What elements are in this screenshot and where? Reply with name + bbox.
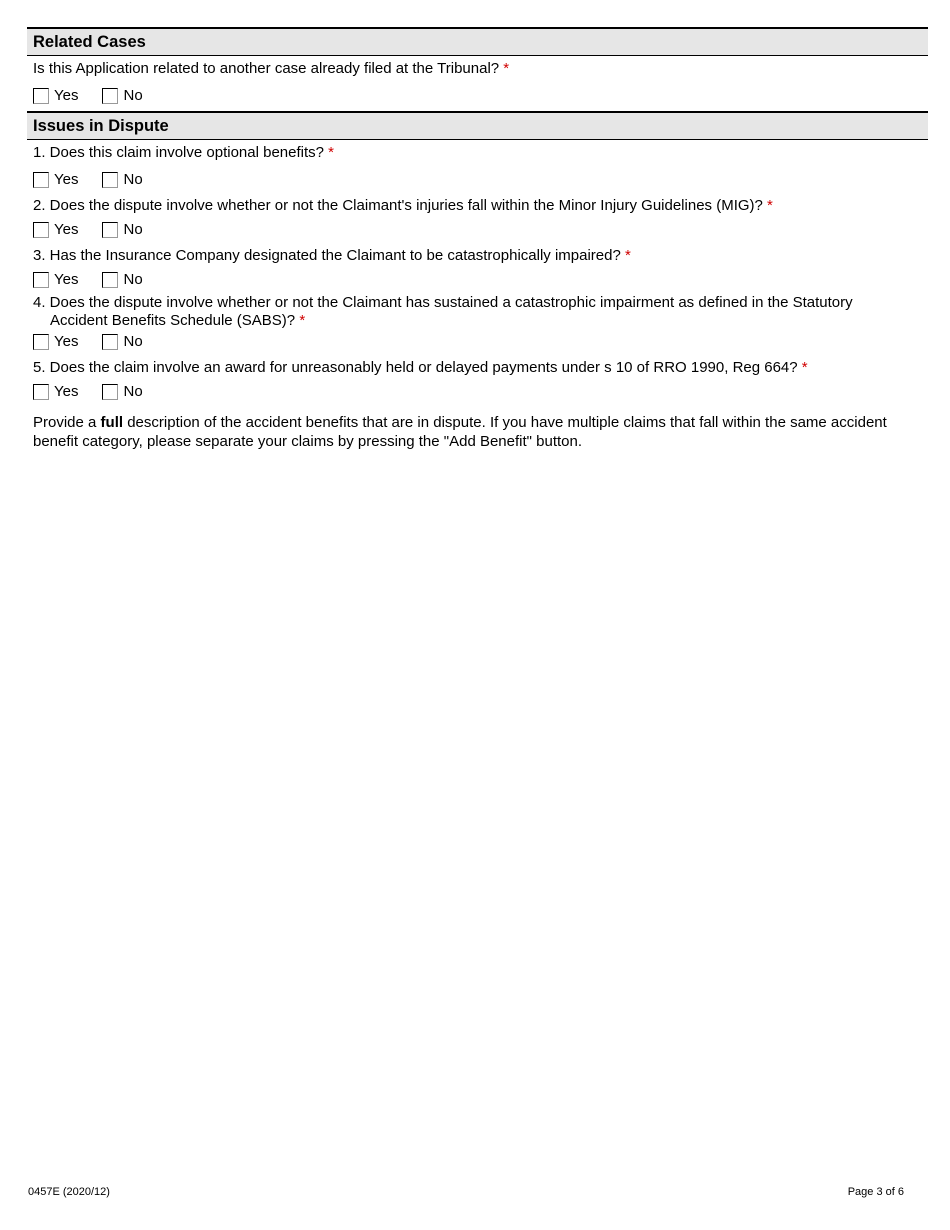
- question-2-yes-checkbox[interactable]: Yes: [33, 221, 78, 239]
- checkbox[interactable]: [33, 384, 49, 400]
- section-header-issues-in-dispute: Issues in Dispute: [27, 111, 928, 140]
- question-5-no-checkbox[interactable]: No: [102, 383, 142, 401]
- question-3-no-checkbox[interactable]: No: [102, 271, 142, 289]
- required-marker: *: [328, 144, 335, 161]
- checkbox[interactable]: [102, 88, 118, 104]
- question-2-options: [33, 221, 167, 239]
- question-4: 4. Does the dispute involve whether or not the Claimant has sustained a catastrophic impairment as defined in the Statutory Accident Benefits Schedule (SABS)? *: [33, 294, 853, 329]
- description-instructions: Provide a full description of the accident benefits that are in dispute. If you have multiple claims that fall within the same accident benefit category, please separate your claims by pressing the "Add Benefit" button.: [33, 414, 887, 450]
- form-id: 0457E (2020/12): [28, 1186, 110, 1198]
- question-2-no-checkbox[interactable]: No: [102, 221, 142, 239]
- question-3-yes-checkbox[interactable]: Yes: [33, 271, 78, 289]
- question-4-options: [33, 333, 167, 351]
- question-3: 3. Has the Insurance Company designated the Claimant to be catastrophically impaired? *: [33, 247, 631, 264]
- checkbox[interactable]: [102, 222, 118, 238]
- question-related-case: Is this Application related to another case already filed at the Tribunal? *: [33, 60, 510, 77]
- related-case-yes-checkbox[interactable]: Yes: [33, 87, 78, 105]
- question-5-yes-checkbox[interactable]: Yes: [33, 383, 78, 401]
- checkbox[interactable]: [102, 334, 118, 350]
- question-4-yes-checkbox[interactable]: Yes: [33, 333, 78, 351]
- checkbox[interactable]: [33, 88, 49, 104]
- required-marker: *: [801, 359, 808, 376]
- checkbox[interactable]: [33, 172, 49, 188]
- question-1: 1. Does this claim involve optional benefits? *: [33, 144, 335, 161]
- page-number: Page 3 of 6: [847, 1186, 904, 1198]
- related-case-no-checkbox[interactable]: No: [102, 87, 142, 105]
- question-1-no-checkbox[interactable]: No: [102, 171, 142, 189]
- question-1-yes-checkbox[interactable]: Yes: [33, 171, 78, 189]
- related-case-options: [33, 87, 167, 105]
- checkbox[interactable]: [102, 172, 118, 188]
- question-2: 2. Does the dispute involve whether or not the Claimant's injuries fall within the Minor Injury Guidelines (MIG)? *: [33, 197, 773, 214]
- checkbox[interactable]: [102, 272, 118, 288]
- required-marker: *: [503, 60, 510, 77]
- required-marker: *: [625, 247, 631, 264]
- required-marker: *: [299, 312, 306, 329]
- question-1-options: [33, 171, 167, 189]
- checkbox[interactable]: [102, 384, 118, 400]
- section-header-related-cases: Related Cases: [27, 27, 928, 56]
- checkbox[interactable]: [33, 334, 49, 350]
- checkbox[interactable]: [33, 222, 49, 238]
- question-4-no-checkbox[interactable]: No: [102, 333, 142, 351]
- question-3-options: [33, 271, 167, 289]
- checkbox[interactable]: [33, 272, 49, 288]
- question-5: 5. Does the claim involve an award for unreasonably held or delayed payments under s 10 of RRO 1990, Reg 664? *: [33, 359, 808, 376]
- required-marker: *: [767, 197, 773, 214]
- question-5-options: [33, 383, 167, 401]
